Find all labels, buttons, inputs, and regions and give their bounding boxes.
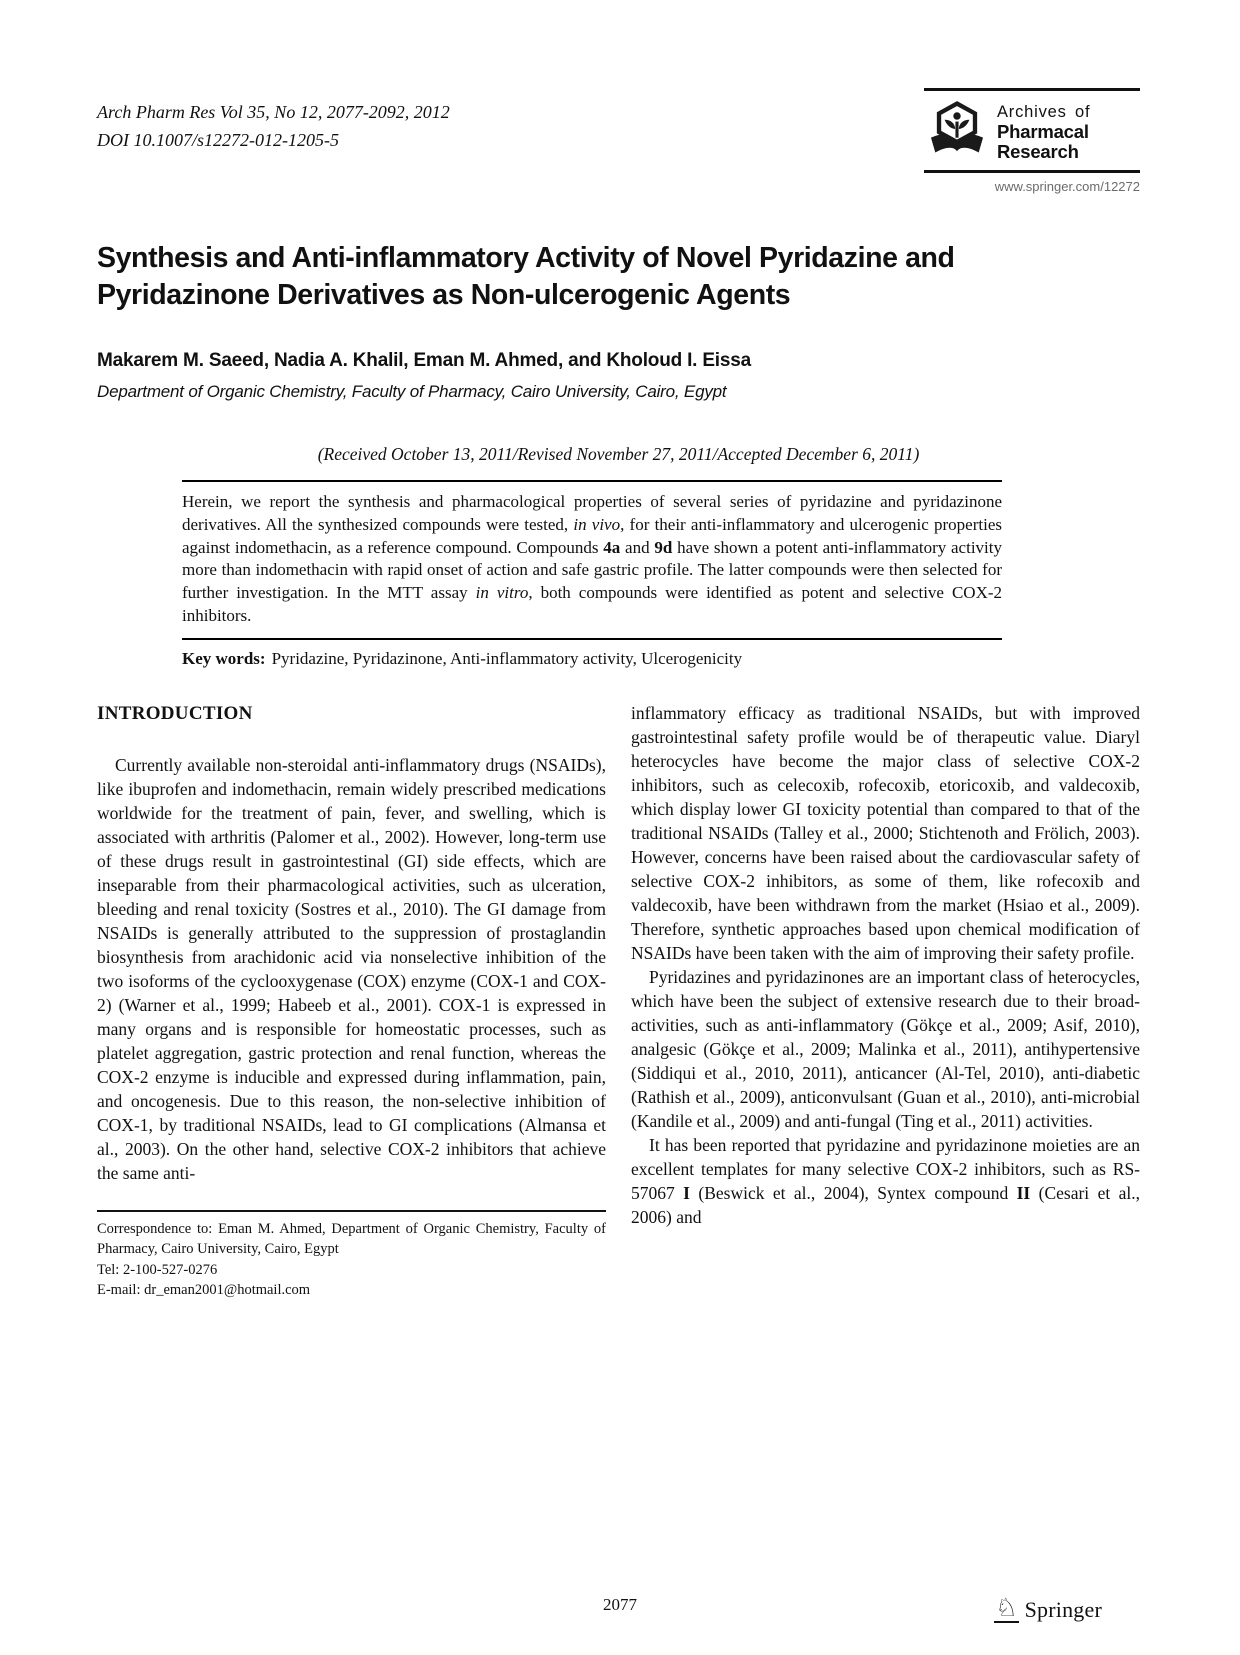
author-list: Makarem M. Saeed, Nadia A. Khalil, Eman M. Ahmed, and Kholoud I. Eissa: [97, 350, 751, 371]
doi-line: DOI 10.1007/s12272-012-1205-5: [97, 130, 339, 150]
journal-citation: [97, 98, 450, 154]
column-right: [631, 701, 1140, 1301]
springer-knight-icon: ♘: [995, 1593, 1018, 1623]
abstract-text: Herein, we report the synthesis and pharmacological properties of several series of pyridazine and pyridazinone derivatives. All the synthesized compounds were tested, in vivo, for their anti-inflammatory and ulcerogenic properties against indomethacin, as a reference compound. Compounds 4a and 9d have shown a potent anti-inflammatory activity more than indomethacin with rapid onset of action and safe gastric profile. The latter compounds were then selected for further investigation. In the MTT assay in vitro, both compounds were identified as potent and selective COX-2 inhibitors.: [182, 491, 1002, 640]
correspondence-tel: Tel: 2-100-527-0276: [97, 1261, 218, 1278]
keywords-list: Pyridazine, Pyridazinone, Anti-inflammatory activity, Ulcerogenicity: [271, 648, 743, 668]
correspondence-note: [97, 1210, 606, 1301]
page-header: [97, 88, 1140, 194]
section-heading-introduction: INTRODUCTION: [97, 702, 253, 724]
correspondence-email: E-mail: dr_eman2001@hotmail.com: [97, 1282, 311, 1299]
article-title: [97, 240, 1140, 314]
journal-url: www.springer.com/12272: [994, 179, 1140, 194]
journal-logo: [924, 88, 1140, 194]
abstract-section: [182, 480, 1002, 669]
journal-name-line: Research: [997, 140, 1079, 162]
affiliation: Department of Organic Chemistry, Faculty of Pharmacy, Cairo University, Cairo, Egypt: [97, 382, 727, 401]
keywords-label: Key words:: [182, 648, 266, 668]
page-number: 2077: [603, 1595, 637, 1614]
springer-logo: [994, 1593, 1102, 1623]
column-left: [97, 701, 606, 1301]
intro-paragraph-left: Currently available non-steroidal anti-inflammatory drugs (NSAIDs), like ibuprofen and indomethacin, remain widely prescribed medications worldwide for the treatment of pain, fever, and swelling, which is associated with arthritis (Palomer et al., 2002). However, long-term use of these drugs result in gastrointestinal (GI) side effects, which are inseparable from their pharmacological activities, such as ulceration, bleeding and renal toxicity (Sostres et al., 2010). The GI damage from NSAIDs is generally attributed to the suppression of prostaglandin biosynthesis from arachidonic acid via nonselective inhibition of the two isoforms of the cyclooxygenase (COX) enzyme (COX-1 and COX-2) (Warner et al., 1999; Habeeb et al., 2001). COX-1 is expressed in many organs and is responsible for homeostatic processes, such as platelet aggregation, gastric protection and renal function, whereas the COX-2 enzyme is inducible and expressed during inflammation, pain, and oncogenesis. Due to this reason, the non-selective inhibition of COX-1, by traditional NSAIDs, lead to GI complications (Almansa et al., 2003). On the other hand, selective COX-2 inhibitors that achieve the same anti-: [97, 754, 606, 1183]
journal-name-line: Archives of: [997, 102, 1091, 121]
journal-name-line: Pharmacal: [997, 120, 1089, 142]
journal-logo-box: [924, 88, 1140, 173]
intro-paragraph-right-2: Pyridazines and pyridazinones are an important class of heterocycles, which have been the subject of extensive research due to their broad-activities, such as anti-inflammatory (Gökçe et al., 2009; Asif, 2010), analgesic (Gökçe et al., 2009; Malinka et al., 2011), antihypertensive (Siddiqui et al., 2010, 2011), anticancer (Al-Tel, 2010), anti-diabetic (Rathish et al., 2009), anticonvulsant (Guan et al., 2010), anti-microbial (Kandile et al., 2009) and anti-fungal (Ting et al., 2011) activities.: [631, 966, 1140, 1131]
article-title-line1: Synthesis and Anti-inflammatory Activity of Novel Pyridazine and: [97, 242, 955, 274]
keywords-row: [182, 640, 1002, 669]
citation-line: Arch Pharm Res Vol 35, No 12, 2077-2092, 2012: [97, 102, 450, 122]
body-columns: [97, 701, 1140, 1301]
received-revised-accepted: (Received October 13, 2011/Revised November 27, 2011/Accepted December 6, 2011): [317, 444, 920, 464]
intro-paragraph-right-1: inflammatory efficacy as traditional NSAIDs, but with improved gastrointestinal safety profile would be of therapeutic value. Diaryl heterocycles have become the major class of selective COX-2 inhibitors, such as celecoxib, rofecoxib, etoricoxib, and valdecoxib, which display lower GI toxicity potential than compared to that of the traditional NSAIDs (Talley et al., 2000; Stichtenoth and Frölich, 2003). However, concerns have been raised about the cardiovascular safety of selective COX-2 inhibitors, as some of them, like rofecoxib and valdecoxib, have been withdrawn from the market (Hsiao et al., 2009). Therefore, synthetic approaches based upon chemical modification of NSAIDs have been taken with the aim of improving their safety profile.: [631, 702, 1140, 963]
correspondence-line: Correspondence to: Eman M. Ahmed, Department of Organic Chemistry, Faculty of Pharmacy, Cairo University, Cairo, Egypt: [97, 1220, 606, 1258]
journal-name: [997, 102, 1090, 162]
archives-pharmacal-logo-icon: [926, 101, 988, 162]
springer-wordmark: Springer: [1024, 1597, 1102, 1622]
article-title-line2: Pyridazinone Derivatives as Non-ulcerogenic Agents: [97, 279, 791, 311]
intro-paragraph-right-3: It has been reported that pyridazine and pyridazinone moieties are an excellent templates for many selective COX-2 inhibitors, such as RS-57067 I (Beswick et al., 2004), Syntex compound II (Cesari et al., 2006) and: [631, 1134, 1140, 1227]
